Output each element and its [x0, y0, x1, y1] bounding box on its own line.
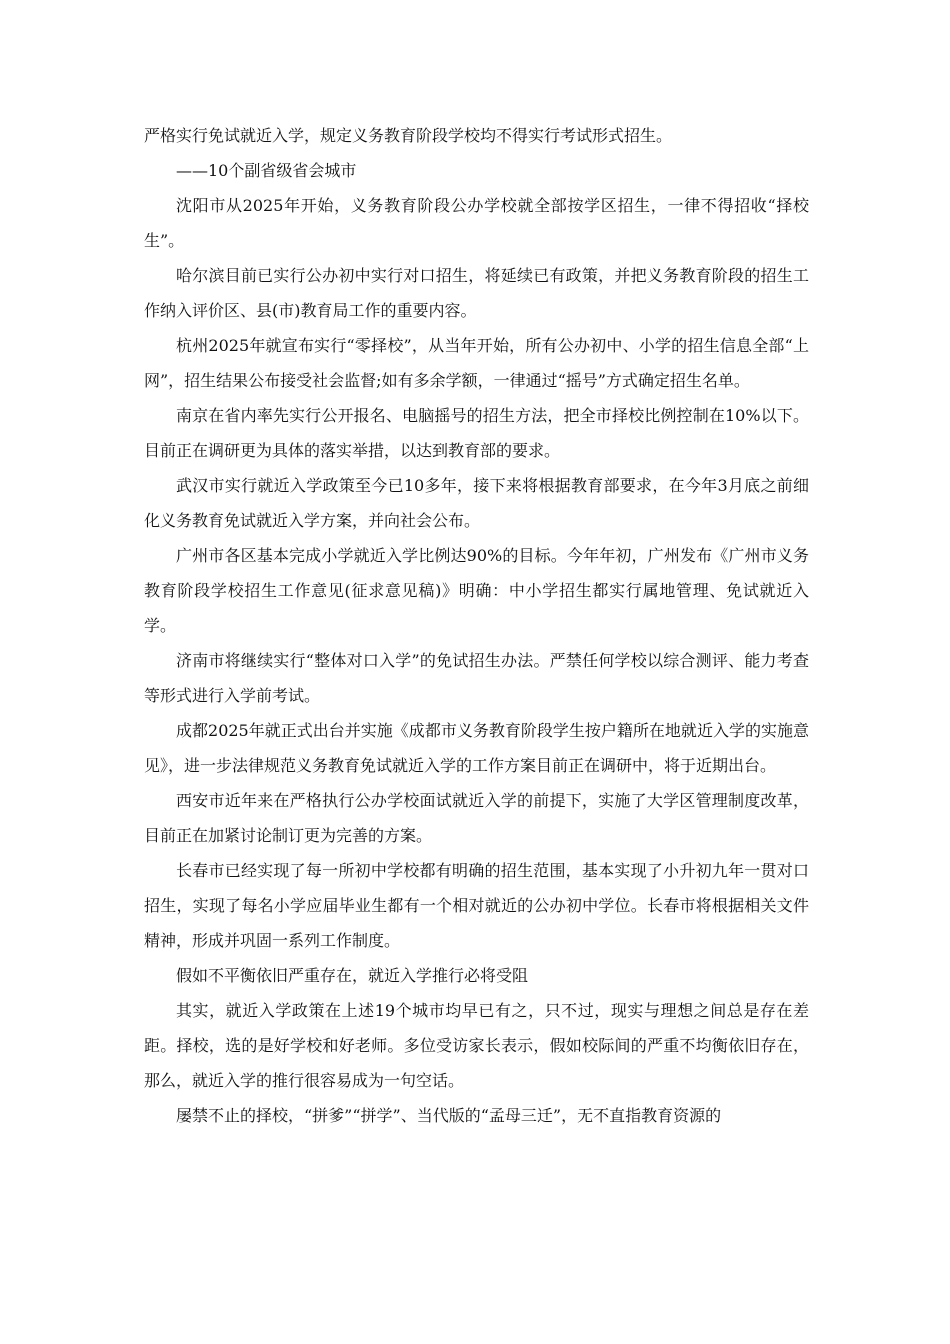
document-body	[144, 118, 809, 1133]
section-subheading: 假如不平衡依旧严重存在，就近入学推行必将受阻	[176, 966, 529, 985]
paragraph: 武汉市实行就近入学政策至今已10多年，接下来将根据教育部要求，在今年3月底之前细化义务教育免试就近入学方案，并向社会公布。	[144, 476, 809, 530]
paragraph: 杭州2025年就宣布实行“零择校”，从当年开始，所有公办初中、小学的招生信息全部“上网”，招生结果公布接受社会监督;如有多余学额，一律通过“摇号”方式确定招生名单。	[144, 336, 809, 390]
paragraph: 其实，就近入学政策在上述19个城市均早已有之，只不过，现实与理想之间总是存在差距。择校，选的是好学校和好老师。多位受访家长表示，假如校际间的严重不均衡依旧存在，那么，就近入学的推行很容易成为一句空话。	[144, 1001, 809, 1090]
paragraph: 西安市近年来在严格执行公办学校面试就近入学的前提下，实施了大学区管理制度改革，目前正在加紧讨论制订更为完善的方案。	[144, 791, 809, 845]
paragraph: 南京在省内率先实行公开报名、电脑摇号的招生方法，把全市择校比例控制在10%以下。目前正在调研更为具体的落实举措，以达到教育部的要求。	[144, 406, 809, 460]
paragraph: 长春市已经实现了每一所初中学校都有明确的招生范围，基本实现了小升初九年一贯对口招生，实现了每名小学应届毕业生都有一个相对就近的公办初中学位。长春市将根据相关文件精神，形成并巩固一系列工作制度。	[144, 861, 809, 950]
paragraph: 沈阳市从2025年开始，义务教育阶段公办学校就全部按学区招生，一律不得招收“择校生”。	[144, 196, 809, 250]
paragraph: 哈尔滨目前已实行公办初中实行对口招生，将延续已有政策，并把义务教育阶段的招生工作纳入评价区、县(市)教育局工作的重要内容。	[144, 266, 809, 320]
paragraph: 屡禁不止的择校，“拼爹”“拼学”、当代版的“孟母三迁”，无不直指教育资源的	[176, 1106, 722, 1125]
section-subheading: ——10个副省级省会城市	[176, 161, 357, 180]
paragraph: 广州市各区基本完成小学就近入学比例达90%的目标。今年年初，广州发布《广州市义务教育阶段学校招生工作意见(征求意见稿)》明确：中小学招生都实行属地管理、免试就近入学。	[144, 546, 809, 635]
paragraph: 济南市将继续实行“整体对口入学”的免试招生办法。严禁任何学校以综合测评、能力考查等形式进行入学前考试。	[144, 651, 809, 705]
paragraph: 严格实行免试就近入学，规定义务教育阶段学校均不得实行考试形式招生。	[144, 126, 673, 145]
paragraph: 成都2025年就正式出台并实施《成都市义务教育阶段学生按户籍所在地就近入学的实施意见》，进一步法律规范义务教育免试就近入学的工作方案目前正在调研中，将于近期出台。	[144, 721, 809, 775]
